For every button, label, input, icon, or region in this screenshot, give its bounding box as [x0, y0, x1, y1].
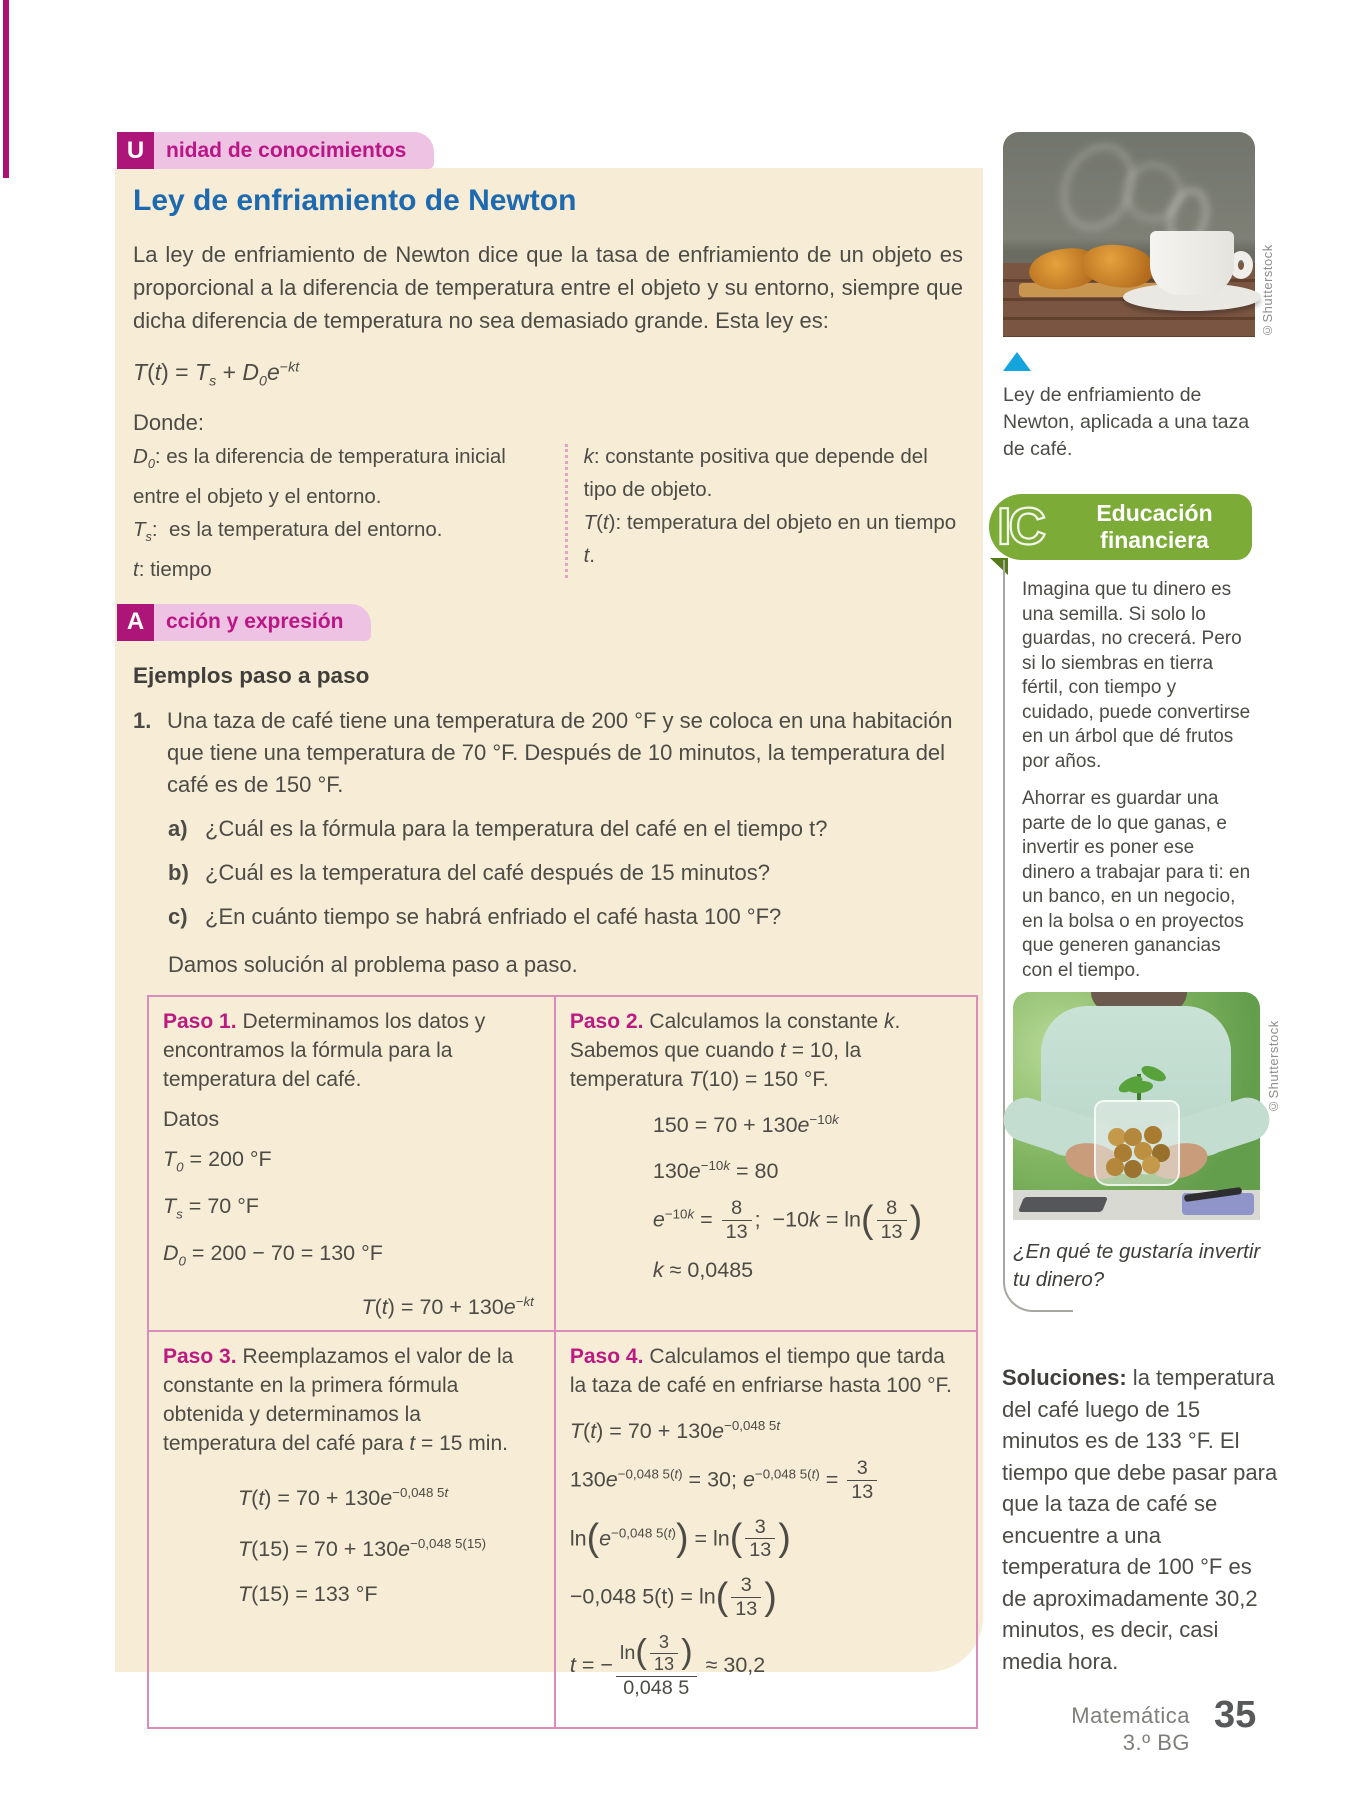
problem-item-b-text: ¿Cuál es la temperatura del café después de 15 minutos?: [205, 859, 770, 885]
step-4-formula-5: t = − ln( $\frac{3}{13}$ ) 0,048 5 ≈ 30,2: [569, 1632, 766, 1700]
problem-item-c: [133, 901, 961, 933]
problem-item-a-text: ¿Cuál es la fórmula para la temperatura del café en el tiempo t?: [205, 815, 828, 841]
problem-item-c-label: c): [168, 903, 188, 929]
solutions-label: Soluciones:: [1002, 1365, 1127, 1390]
coffee-photo-credit: ©Shutterstock: [1260, 244, 1275, 338]
problem-item-a-label: a): [168, 815, 188, 841]
step-4-formula-4: −0,048 5(t) = ln( $\frac{3}{13}$ ): [569, 1574, 777, 1620]
coffee-cup: [1150, 231, 1234, 295]
page-number: 35: [1214, 1694, 1257, 1736]
investment-question: ¿En qué te gustaría invertir tu dinero?: [1013, 1240, 1261, 1291]
action-badge-initial: A: [117, 604, 154, 641]
financial-education-badge-text: [1065, 494, 1244, 560]
step-1-formula-4: $T(t) = 70 + 130e^{-kt}$: [361, 1293, 534, 1319]
footer-course: [1000, 1702, 1190, 1756]
page-edge-bar: [3, 0, 9, 178]
edu-paragraph-2: Ahorrar es guardar una parte de lo que ganas, e invertir es poner ese dinero a trabajar para ti: en un banco, en un negocio, en la bolsa o en proyectos que generen ganancias con el tiempo.: [1022, 788, 1251, 981]
definitions-left-column: $D_0$: es la diferencia de temperatura inicial entre el objeto y el entorno. $T_s$: es la temperatura del entorno. t: tiempo: [133, 444, 506, 581]
unit-badge: [117, 132, 434, 169]
step-1-formula-3: $D_0 = 200 - 70 = 130$ °F: [163, 1241, 383, 1269]
definitions-divider: [565, 444, 568, 578]
money-photo-credit: ©Shutterstock: [1266, 1020, 1281, 1114]
step-4-formula-2: $130e^{-0,048 5(t)} = 30$; $e^{-0,048 5(t)}$ = $\frac{3}{13}$: [570, 1457, 962, 1504]
step-2-formula-2: $130e^{-10k} = 80$: [652, 1158, 779, 1184]
solutions-paragraph: [1002, 1362, 1282, 1677]
step-3-formula-2: $T(15) = 70 + 130e^{-0,048 5(15)}$: [238, 1536, 487, 1562]
step-4-text: Paso 4. Calculamos el tiempo que tarda la taza de café en enfriarse hasta 100 °F.: [569, 1344, 952, 1397]
step-4-label: Paso 4.: [569, 1344, 644, 1368]
problem-1: [133, 705, 961, 801]
footer-grade: 3.º BG: [1122, 1730, 1190, 1755]
step-3-cell: [149, 1332, 556, 1727]
step-3-text: Paso 3. Reemplazamos el valor de la constante en la primera fórmula obtenida y determinamos la temperatura del café para t = 15 min.: [163, 1344, 514, 1455]
step-3-label: Paso 3.: [163, 1344, 237, 1368]
solutions-text: la temperatura del café luego de 15 minutos es de 133 °F. El tiempo que debe pasar para que la taza de café se encuentre a una temperatura de 100 °F es de aproximadamente 30,2 minutos, es decir, casi media hora.: [1002, 1365, 1278, 1674]
problem-number: 1.: [133, 707, 152, 733]
svg-text:IC: IC: [997, 498, 1043, 556]
money-photo: [1013, 992, 1260, 1220]
step-1-datos: Datos: [163, 1106, 220, 1131]
step-1-text: Paso 1. Determinamos los datos y encontramos la fórmula para la temperatura del café.: [163, 1009, 486, 1091]
coffee-photo: [1003, 132, 1255, 337]
definitions-right-column: k: constante positiva que depende del tipo de objeto. T(t): temperatura del objeto en un tiempo t.: [583, 444, 957, 567]
problem-item-b-label: b): [168, 859, 189, 885]
definitions-row: [133, 440, 961, 586]
caption-pointer-icon: [1003, 352, 1031, 371]
action-badge-label: cción y expresión: [154, 604, 371, 641]
coffee-caption: Ley de enfriamiento de Newton, aplicada a una taza de café.: [1003, 384, 1250, 460]
problem-item-c-text: ¿En cuánto tiempo se habrá enfriado el café hasta 100 °F?: [205, 903, 782, 929]
unit-badge-initial: U: [117, 132, 154, 169]
step-4-formula-1: $T(t) = 70 + 130e^{-0,048 5t}$: [569, 1417, 781, 1444]
problem-text: Una taza de café tiene una temperatura de 200 °F y se coloca en una habitación que tiene una temperatura de 70 °F. Después de 10 minutos, la temperatura del café es de 150 °F.: [167, 707, 953, 797]
newton-law-formula: $T(t) = T_s + D_0e^{-kt}$: [133, 359, 300, 390]
unit-badge-label: nidad de conocimientos: [154, 132, 434, 169]
action-badge: [117, 604, 371, 641]
step-1-formula-2: $T_s = 70$ °F: [163, 1194, 259, 1222]
coin-jar: [1094, 1100, 1180, 1186]
step-1-formula-1: $T_0 = 200$ °F: [163, 1146, 272, 1175]
problem-item-b: [133, 857, 961, 889]
examples-heading: Ejemplos paso a paso: [133, 662, 370, 688]
step-1-label: Paso 1.: [163, 1009, 237, 1033]
problem-item-a: [133, 813, 961, 845]
page-title: Ley de enfriamiento de Newton: [133, 184, 577, 217]
step-2-formula-3: $e^{-10k}$ = $\frac{8}{13}$ ; −10k = ln( $\frac{8}{13}$ ): [652, 1197, 923, 1243]
solution-intro: Damos solución al problema paso a paso.: [168, 951, 578, 977]
step-2-label: Paso 2.: [569, 1009, 644, 1033]
steps-table: [147, 995, 978, 1729]
where-label: Donde:: [133, 409, 204, 435]
financial-education-badge: [989, 494, 1252, 560]
badge-line-2: financiera: [1100, 527, 1209, 553]
step-4-formula-3: $\ln(e^{-0,048 5(t)}) = \ln$( $\frac{3}{13}$ ): [569, 1515, 791, 1562]
coins: [1106, 1158, 1124, 1176]
phone: [1018, 1197, 1108, 1212]
footer-course-name: Matemática: [1071, 1703, 1190, 1728]
edu-paragraph-1: Imagina que tu dinero es una semilla. Si solo lo guardas, no crecerá. Pero si lo siembras en tierra fértil, con tiempo y cuidado, puede convertirse en un árbol que dé frutos por años.: [1022, 579, 1251, 772]
step-4-cell: [556, 1332, 976, 1727]
step-2-cell: [556, 997, 976, 1332]
financial-education-text: [1022, 578, 1252, 996]
main-content-panel: [115, 168, 983, 1700]
step-2-formula-4: k ≈ 0,0485: [652, 1257, 754, 1282]
intro-paragraph: La ley de enfriamiento de Newton dice que la tasa de enfriamiento de un objeto es proporcional a la diferencia de temperatura entre el objeto y su entorno, siempre que dicha diferencia de temperatura no sea demasiado grande. Esta ley es:: [133, 242, 963, 334]
ic-logo-icon: [995, 496, 1065, 558]
step-3-formula-3: T(15) = 133 °F: [238, 1582, 378, 1607]
step-1-cell: [149, 997, 556, 1332]
step-2-formula-1: $150 = 70 + 130e^{-10k}$: [652, 1111, 839, 1138]
step-3-formula-1: $T(t) = 70 + 130e^{-0,048 5t}$: [238, 1484, 449, 1511]
badge-line-1: Educación: [1096, 500, 1213, 526]
step-2-text: Paso 2. Calculamos la constante k. Sabemos que cuando t = 10, la temperatura T(10) = 150 °F.: [569, 1009, 901, 1091]
